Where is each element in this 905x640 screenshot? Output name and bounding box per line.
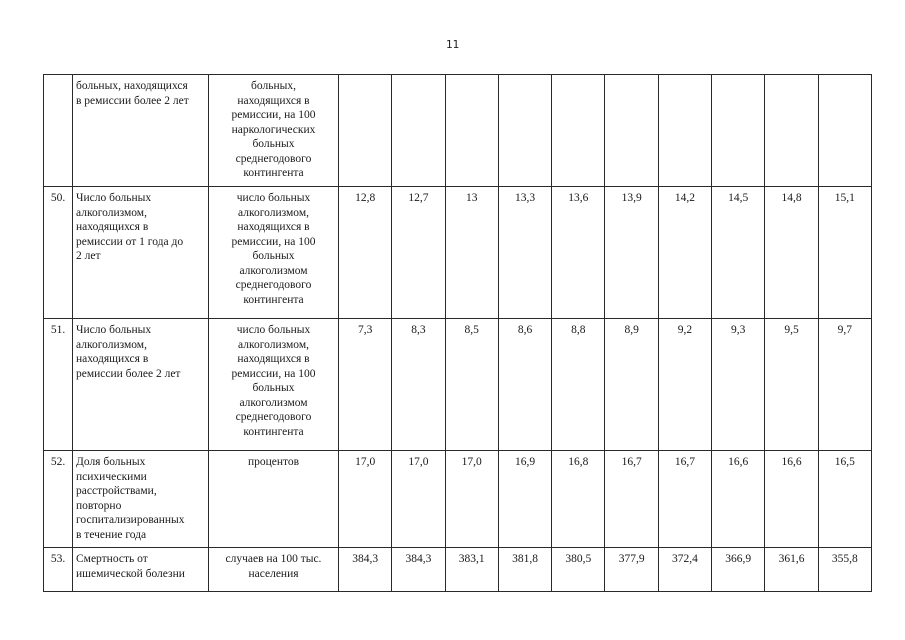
unit-of-measure: больных, находящихся в ремиссии, на 100 наркологических больных среднегодового контингента [209,75,339,187]
value-cell: 9,7 [818,319,871,451]
value-cell: 12,8 [339,187,392,319]
value-cell: 8,8 [552,319,605,451]
value-cell: 13,9 [605,187,658,319]
value-cell [818,75,871,187]
indicator-name: Число больных алкоголизмом, находящихся в ремиссии более 2 лет [73,319,209,451]
page-number: 11 [445,38,460,51]
value-cell [498,75,551,187]
unit-of-measure: случаев на 100 тыс. населения [209,548,339,592]
indicators-table [43,74,872,592]
value-cell: 17,0 [392,451,445,548]
value-cell: 16,7 [658,451,711,548]
value-cell: 13 [445,187,498,319]
row-number: 50. [44,187,73,319]
value-cell: 380,5 [552,548,605,592]
indicator-name: больных, находящихся в ремиссии более 2 лет [73,75,209,187]
value-cell: 8,3 [392,319,445,451]
value-cell: 14,5 [712,187,765,319]
value-cell: 383,1 [445,548,498,592]
value-cell: 16,9 [498,451,551,548]
value-cell: 15,1 [818,187,871,319]
value-cell: 14,8 [765,187,818,319]
value-cell: 384,3 [392,548,445,592]
table-row [44,451,872,548]
value-cell: 377,9 [605,548,658,592]
value-cell: 16,5 [818,451,871,548]
table-row [44,548,872,592]
value-cell [658,75,711,187]
value-cell: 361,6 [765,548,818,592]
value-cell: 366,9 [712,548,765,592]
indicator-name: Число больных алкоголизмом, находящихся в ремиссии от 1 года до 2 лет [73,187,209,319]
indicator-name: Доля больных психическими расстройствами, повторно госпитализированных в течение года [73,451,209,548]
value-cell: 7,3 [339,319,392,451]
value-cell: 14,2 [658,187,711,319]
value-cell: 355,8 [818,548,871,592]
value-cell: 372,4 [658,548,711,592]
value-cell: 9,5 [765,319,818,451]
value-cell: 13,3 [498,187,551,319]
row-number: 51. [44,319,73,451]
value-cell [445,75,498,187]
value-cell: 13,6 [552,187,605,319]
row-number: 53. [44,548,73,592]
value-cell [392,75,445,187]
value-cell: 16,6 [765,451,818,548]
value-cell [712,75,765,187]
value-cell: 17,0 [339,451,392,548]
table-row [44,187,872,319]
value-cell: 9,3 [712,319,765,451]
unit-of-measure: число больных алкоголизмом, находящихся в ремиссии, на 100 больных алкоголизмом среднегодового контингента [209,187,339,319]
indicator-name: Смертность от ишемической болезни [73,548,209,592]
value-cell [605,75,658,187]
value-cell: 16,8 [552,451,605,548]
value-cell [339,75,392,187]
value-cell [552,75,605,187]
value-cell: 8,9 [605,319,658,451]
value-cell: 384,3 [339,548,392,592]
unit-of-measure: число больных алкоголизмом, находящихся в ремиссии, на 100 больных алкоголизмом среднегодового контингента [209,319,339,451]
value-cell: 9,2 [658,319,711,451]
value-cell: 381,8 [498,548,551,592]
table-row [44,319,872,451]
value-cell: 8,5 [445,319,498,451]
table-row [44,75,872,187]
value-cell: 16,7 [605,451,658,548]
value-cell [765,75,818,187]
value-cell: 16,6 [712,451,765,548]
row-number: 52. [44,451,73,548]
row-number [44,75,73,187]
unit-of-measure: процентов [209,451,339,548]
value-cell: 12,7 [392,187,445,319]
value-cell: 8,6 [498,319,551,451]
value-cell: 17,0 [445,451,498,548]
